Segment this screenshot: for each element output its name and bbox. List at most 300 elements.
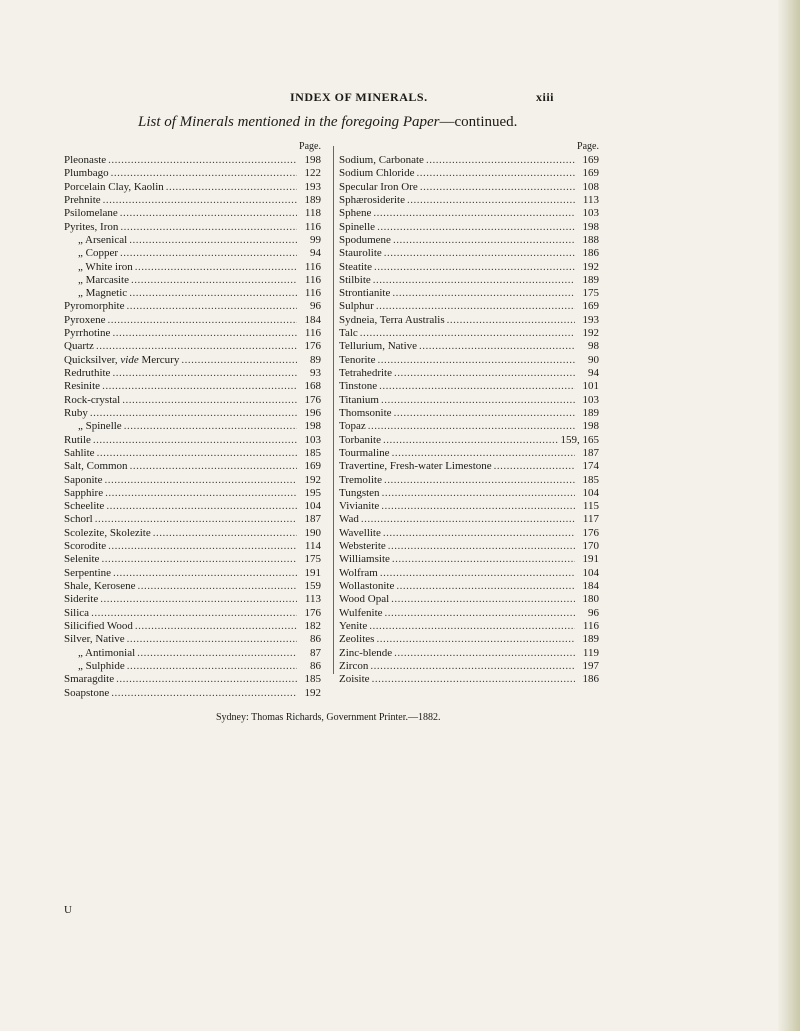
mineral-name: Williamsite: [339, 553, 390, 566]
index-entry: [64, 194, 321, 207]
index-entry: [339, 274, 599, 287]
page-number: 191: [304, 566, 321, 579]
mineral-name: Sydneia, Terra Australis: [339, 313, 445, 326]
index-entry: [339, 540, 599, 553]
index-entry: [64, 327, 321, 340]
page-number: 180: [582, 593, 599, 606]
dot-leader: [381, 394, 575, 407]
mineral-name: Wollastonite: [339, 580, 395, 592]
dot-leader: [120, 207, 297, 220]
index-entry: [64, 154, 321, 167]
page-edge-shadow: [778, 0, 800, 1031]
index-entry: [339, 553, 599, 566]
header-page-number: xiii: [536, 90, 555, 104]
dot-leader: [420, 181, 575, 194]
dot-leader: [385, 607, 575, 620]
index-entry: [339, 434, 599, 447]
mineral-name: Silicified Wood: [64, 619, 133, 632]
page-number: 103: [582, 393, 599, 406]
page-number: 103: [304, 433, 321, 446]
page-number: 94: [588, 367, 599, 379]
page-number: 169: [582, 167, 599, 180]
mineral-name: Scheelite: [64, 500, 105, 513]
page-number: 176: [582, 526, 599, 539]
dot-leader: [391, 593, 575, 606]
dot-leader: [407, 194, 575, 207]
index-entry: [339, 327, 599, 340]
index-entry: [64, 460, 321, 473]
mineral-name: Tourmaline: [339, 446, 390, 459]
index-entry: [339, 247, 599, 260]
dot-leader: [377, 221, 575, 234]
mineral-name: Selenite: [64, 553, 100, 566]
mineral-name: Torbanite: [339, 433, 381, 446]
mineral-name: Sulphur: [339, 300, 374, 313]
left-entries: [64, 154, 321, 700]
dot-leader: [370, 660, 575, 673]
dot-leader: [135, 261, 297, 274]
mineral-name: „ Marcasite: [78, 273, 129, 286]
index-entry: [339, 567, 599, 580]
page-number: 93: [310, 367, 321, 379]
mineral-name: „ White iron: [78, 260, 133, 273]
dot-leader: [120, 221, 297, 234]
index-entry: [64, 247, 321, 260]
page-number: 188: [582, 233, 599, 246]
left-column: [64, 141, 321, 700]
mineral-name: Steatite: [339, 260, 372, 273]
page-number: 116: [304, 273, 321, 286]
page-number: 189: [582, 633, 599, 646]
dot-leader: [127, 660, 297, 673]
mineral-name: Rutile: [64, 433, 91, 446]
index-entry: [339, 194, 599, 207]
page-number: 104: [582, 566, 599, 579]
index-entry: [339, 407, 599, 420]
page-number: 198: [304, 154, 321, 166]
dot-leader: [122, 394, 297, 407]
dot-leader: [131, 274, 297, 287]
dot-leader: [374, 261, 575, 274]
page-number: 115: [582, 500, 599, 513]
dot-leader: [384, 247, 575, 260]
page-number: 184: [304, 313, 321, 326]
page-number: 169: [582, 154, 599, 166]
index-entry: [64, 181, 321, 194]
page-number: 176: [304, 393, 321, 406]
dot-leader: [378, 354, 576, 367]
dot-leader: [111, 687, 297, 700]
dot-leader: [130, 460, 297, 473]
mineral-name: Sphene: [339, 207, 372, 220]
page-number: 96: [588, 606, 599, 619]
page-number: 170: [582, 540, 599, 553]
dot-leader: [393, 234, 575, 247]
mineral-name: Porcelain Clay, Kaolin: [64, 180, 164, 193]
page-number: 159, 165: [560, 433, 599, 446]
index-entry: [64, 513, 321, 526]
dot-leader: [383, 434, 559, 447]
page-number: 89: [310, 353, 321, 366]
index-entry: [64, 500, 321, 513]
mineral-name: Schorl: [64, 513, 93, 526]
index-entry: [339, 154, 599, 167]
mineral-name: Wavellite: [339, 526, 381, 539]
mineral-name: Topaz: [339, 420, 366, 433]
mineral-name: Thomsonite: [339, 406, 392, 419]
index-entry: [339, 207, 599, 220]
dot-leader: [127, 300, 298, 313]
page-number: 175: [304, 553, 321, 566]
mineral-name: Saponite: [64, 473, 103, 486]
dot-leader: [120, 247, 297, 260]
index-entry: [339, 354, 599, 367]
index-entry: [64, 593, 321, 606]
page-number: 104: [582, 486, 599, 499]
mineral-name: Tinstone: [339, 380, 378, 393]
mineral-name: Shale, Kerosene: [64, 580, 136, 592]
index-entry: [339, 633, 599, 646]
left-page-heading: Page.: [299, 141, 321, 152]
index-entry: [64, 474, 321, 487]
index-entry: [64, 633, 321, 646]
page-number: 196: [304, 406, 321, 419]
printer-imprint: Sydney: Thomas Richards, Government Printer.—1882.: [216, 712, 441, 723]
mineral-name: Wood Opal: [339, 593, 390, 606]
page-number: 86: [310, 633, 321, 646]
page-number: 168: [304, 380, 321, 393]
index-entry: [64, 660, 321, 673]
dot-leader: [93, 434, 297, 447]
dot-leader: [166, 181, 297, 194]
index-entry: [64, 261, 321, 274]
index-entry: [339, 460, 599, 473]
index-entry: [339, 340, 599, 353]
page-number: 192: [582, 327, 599, 340]
dot-leader: [181, 354, 297, 367]
index-entry: [64, 607, 321, 620]
dot-leader: [100, 593, 297, 606]
page-number: 116: [304, 327, 321, 340]
mineral-name: Tungsten: [339, 486, 380, 499]
index-entry: [339, 487, 599, 500]
index-entry: [64, 287, 321, 300]
page-number: 116: [304, 220, 321, 233]
page-number: 113: [582, 193, 599, 206]
dot-leader: [153, 527, 297, 540]
page-number: 114: [304, 540, 321, 553]
page-number: 198: [582, 420, 599, 433]
mineral-name: Titanium: [339, 393, 379, 406]
index-entry: [64, 221, 321, 234]
dot-leader: [369, 620, 575, 633]
dot-leader: [361, 513, 575, 526]
index-entry: [339, 500, 599, 513]
page-number: 118: [304, 207, 321, 220]
dot-leader: [112, 327, 297, 340]
dot-leader: [124, 420, 297, 433]
dot-leader: [137, 647, 297, 660]
page-number: 176: [304, 606, 321, 619]
page-number: 193: [304, 180, 321, 193]
mineral-name: Zircon: [339, 659, 369, 672]
mineral-name: Pyroxene: [64, 313, 106, 326]
dot-leader: [380, 567, 575, 580]
page-number: 189: [304, 193, 321, 206]
index-entry: [64, 407, 321, 420]
dot-leader: [108, 314, 297, 327]
dot-leader: [373, 207, 575, 220]
index-entry: [64, 314, 321, 327]
page-number: 189: [582, 273, 599, 286]
dot-leader: [129, 287, 297, 300]
page-number: 104: [304, 500, 321, 513]
index-entry: [339, 447, 599, 460]
mineral-name: Redruthite: [64, 367, 111, 379]
mineral-name: Pyrites, Iron: [64, 220, 119, 233]
mineral-name: Wolfram: [339, 566, 378, 579]
mineral-name: Zeolites: [339, 633, 375, 646]
dot-leader: [105, 487, 297, 500]
mineral-name: „ Spinelle: [78, 420, 122, 433]
mineral-name: „ Sulphide: [78, 659, 125, 672]
page-number: 193: [582, 313, 599, 326]
mineral-name: Siderite: [64, 593, 99, 606]
right-entries: [339, 154, 599, 687]
dot-leader: [392, 553, 575, 566]
page-number: 103: [582, 207, 599, 220]
right-column: [339, 141, 599, 687]
mineral-name: Sodium Chloride: [339, 167, 415, 180]
signature-mark: U: [64, 904, 72, 916]
dot-leader: [129, 234, 297, 247]
index-entry: [64, 207, 321, 220]
index-entry: [339, 300, 599, 313]
dot-leader: [392, 287, 575, 300]
page-number: 190: [304, 526, 321, 539]
mineral-name: Zinc-blende: [339, 646, 393, 659]
mineral-name: Salt, Common: [64, 460, 128, 473]
page-number: 116: [304, 260, 321, 273]
index-entry: [339, 261, 599, 274]
page-number: 198: [582, 220, 599, 233]
index-entry: [64, 447, 321, 460]
mineral-name: Ruby: [64, 406, 88, 419]
mineral-name: Sphærosiderite: [339, 193, 405, 206]
mineral-name: Silica: [64, 606, 90, 619]
page-number: 184: [582, 580, 599, 592]
dot-leader: [494, 460, 575, 473]
dot-leader: [95, 513, 297, 526]
dot-leader: [368, 420, 575, 433]
page-number: 195: [304, 486, 321, 499]
mineral-name: Websterite: [339, 540, 386, 553]
dot-leader: [113, 567, 297, 580]
dot-leader: [90, 407, 297, 420]
page-number: 169: [582, 300, 599, 313]
page-number: 116: [304, 287, 321, 300]
index-entry: [64, 340, 321, 353]
index-entry: [64, 274, 321, 287]
dot-leader: [108, 540, 297, 553]
mineral-name: Pyrrhotine: [64, 327, 111, 340]
mineral-name: Specular Iron Ore: [339, 180, 418, 193]
dot-leader: [106, 500, 297, 513]
mineral-name: „ Antimonial: [78, 646, 136, 659]
index-entry: [64, 620, 321, 633]
mineral-name: Soapstone: [64, 686, 110, 699]
dot-leader: [394, 647, 575, 660]
subtitle-text: List of Minerals mentioned in the foregoing Paper: [138, 114, 440, 130]
page-number: 90: [588, 353, 599, 366]
dot-leader: [101, 553, 297, 566]
dot-leader: [383, 527, 575, 540]
page-number: 187: [304, 513, 321, 526]
dot-leader: [373, 274, 575, 287]
mineral-name: Psilomelane: [64, 207, 118, 220]
dot-leader: [97, 447, 297, 460]
right-page-heading: Page.: [577, 141, 599, 152]
dot-leader: [382, 487, 575, 500]
index-entry: [64, 167, 321, 180]
page-number: 169: [304, 460, 321, 473]
mineral-name: Sahlite: [64, 446, 95, 459]
dot-leader: [111, 167, 297, 180]
mineral-name: Zoisite: [339, 673, 370, 686]
dot-leader: [103, 194, 297, 207]
dot-leader: [137, 580, 297, 593]
page-number: 187: [582, 446, 599, 459]
index-entry: [64, 420, 321, 433]
page-number: 98: [588, 340, 599, 353]
mineral-name: Sodium, Carbonate: [339, 154, 424, 166]
index-entry: [64, 647, 321, 660]
page-number: 192: [304, 686, 321, 699]
dot-leader: [419, 340, 575, 353]
dot-leader: [116, 673, 297, 686]
dot-leader: [396, 580, 575, 593]
index-entry: [64, 487, 321, 500]
index-entry: [339, 513, 599, 526]
index-entry: [339, 660, 599, 673]
dot-leader: [394, 407, 575, 420]
subtitle-continued: —continued.: [439, 114, 518, 130]
mineral-name: Plumbago: [64, 167, 109, 180]
index-entry: [64, 553, 321, 566]
index-entry: [64, 367, 321, 380]
page-number: 101: [582, 380, 599, 393]
mineral-name: Smaragdite: [64, 673, 115, 686]
mineral-name: Spinelle: [339, 220, 376, 233]
mineral-name: Tenorite: [339, 353, 376, 366]
page-number: 116: [582, 619, 599, 632]
page-number: 113: [304, 593, 321, 606]
mineral-name: Resinite: [64, 380, 101, 393]
mineral-name: Serpentine: [64, 566, 112, 579]
mineral-name: Tremolite: [339, 473, 382, 486]
index-entry: [64, 580, 321, 593]
mineral-name: Prehnite: [64, 193, 101, 206]
page-number: 185: [304, 673, 321, 686]
dot-leader: [96, 340, 297, 353]
dot-leader: [392, 447, 575, 460]
page-number: 119: [582, 646, 599, 659]
dot-leader: [384, 474, 575, 487]
index-entry: [64, 354, 321, 367]
page-number: 192: [582, 260, 599, 273]
mineral-name: Spodumene: [339, 233, 391, 246]
dot-leader: [394, 367, 575, 380]
index-entry: [339, 620, 599, 633]
index-entry: [339, 580, 599, 593]
page-number: 185: [582, 473, 599, 486]
mineral-name: Stilbite: [339, 273, 371, 286]
index-entry: [64, 527, 321, 540]
dot-leader: [376, 300, 575, 313]
index-entry: [339, 420, 599, 433]
page-number: 198: [304, 420, 321, 433]
page-number: 185: [304, 446, 321, 459]
index-entry: [64, 234, 321, 247]
list-subtitle: [138, 114, 517, 131]
index-entry: [64, 300, 321, 313]
dot-leader: [379, 380, 575, 393]
page-number: 189: [582, 406, 599, 419]
mineral-name: Silver, Native: [64, 633, 125, 646]
index-entry: [339, 593, 599, 606]
index-entry: [339, 394, 599, 407]
dot-leader: [381, 500, 575, 513]
mineral-name: Wad: [339, 513, 359, 526]
index-entry: [339, 287, 599, 300]
dot-leader: [105, 474, 298, 487]
page-number: 186: [582, 247, 599, 260]
dot-leader: [135, 620, 297, 633]
index-entry: [339, 673, 599, 686]
dot-leader: [112, 367, 297, 380]
dot-leader: [127, 633, 297, 646]
mineral-name: Vivianite: [339, 500, 380, 513]
index-entry: [64, 394, 321, 407]
header-title: INDEX OF MINERALS.: [290, 90, 428, 104]
mineral-name: Travertine, Fresh-water Limestone: [339, 460, 492, 473]
dot-leader: [426, 154, 575, 167]
mineral-name: Yenite: [339, 619, 368, 632]
page-number: 87: [310, 646, 321, 659]
dot-leader: [416, 167, 575, 180]
mineral-name: Scolezite, Skolezite: [64, 526, 151, 539]
mineral-name: Pleonaste: [64, 154, 107, 166]
page-number: 108: [582, 180, 599, 193]
page-number: 174: [582, 460, 599, 473]
index-entry: [64, 687, 321, 700]
page-number: 117: [582, 513, 599, 526]
page-number: 176: [304, 340, 321, 353]
mineral-name: „ Arsenical: [78, 233, 128, 246]
mineral-name: Quartz: [64, 340, 94, 353]
mineral-name: Strontianite: [339, 287, 391, 300]
index-entry: [339, 234, 599, 247]
mineral-name: „ Copper: [78, 247, 119, 260]
index-entry: [339, 647, 599, 660]
mineral-name: Sapphire: [64, 486, 104, 499]
mineral-name: Talc: [339, 327, 358, 340]
dot-leader: [108, 154, 297, 167]
mineral-name: Quicksilver, vide Mercury: [64, 353, 180, 366]
dot-leader: [360, 327, 575, 340]
index-entry: [64, 540, 321, 553]
dot-leader: [372, 673, 575, 686]
